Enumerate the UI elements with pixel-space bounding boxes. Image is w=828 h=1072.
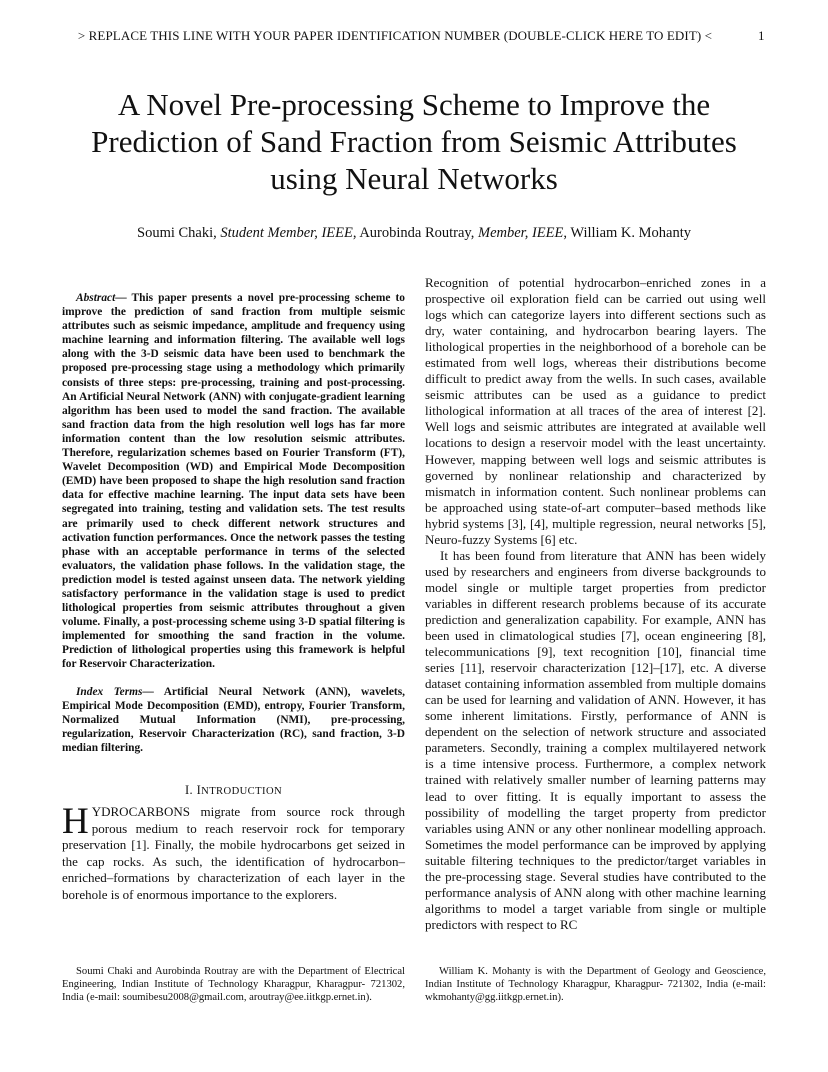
abstract-label: Abstract — [76, 292, 116, 304]
right-column — [425, 275, 766, 933]
abstract-body: This paper presents a novel pre-processing scheme to improve the prediction of sand fraction from multiple seismic attributes such as seismic impedance, amplitude and frequency using machine learning and information filtering. The available well logs along with the 3-D seismic data have been used to benchmark the proposed pre-processing stage using a methodology which primarily consists of three steps: pre-processing, training and post-processing. An Artificial Neural Network (ANN) with conjugate-gradient learning algorithm has been used to model the sand fraction. The available sand fraction data from the high resolution well logs has far more information content than the low resolution seismic attributes. Therefore, regularization schemes based on Fourier Transform (FT), Wavelet Decomposition (WD) and Empirical Mode Decomposition (EMD) have been proposed to shape the high resolution sand fraction data for effective machine learning. The input data sets have been segregated into training, testing and validation sets. The test results are primarily used to check different network structures and activation function performances. Once the network passes the testing phase with an acceptable performance in terms of the selected evaluators, the validation phase follows. In the validation stage, the prediction model is tested against unseen data. The network yielding satisfactory performance in the validation stage is used to predict lithological properties from seismic attributes throughout a given volume. Finally, a post-processing scheme using 3-D spatial filtering is implemented for smoothing the sand fraction in the volume. Prediction of lithological properties using this framework is helpful for Reservoir Characterization. — [62, 292, 405, 671]
index-terms-dash: — — [142, 685, 164, 698]
footnote-affiliation-right: William K. Mohanty is with the Department of Geology and Geoscience, Indian Institute of Technology Kharagpur, Kharagpur- 721302, India (e-mail: wkmohanty@gg.iitkgp.ernet.in). — [425, 966, 766, 1004]
paper-title: A Novel Pre-processing Scheme to Improve the Prediction of Sand Fraction from Seismic Attributes using Neural Networks — [91, 87, 737, 196]
index-terms-label: Index Terms — [76, 685, 143, 698]
author-name: , Aurobinda Routray, — [352, 225, 478, 241]
index-terms — [62, 685, 405, 755]
author-membership: Member, IEEE — [478, 225, 564, 241]
section-heading-initial: I — [196, 783, 202, 797]
section-numeral: I. — [184, 783, 197, 797]
abstract-dash: — — [115, 292, 132, 304]
body-paragraph: Recognition of potential hydrocarbon–enriched zones in a prospective oil exploration field can be carried out using well logs which can categorize layers into different sections such as dry, water containing, and hydrocarbon bearing layers. The lithological properties in the neighborhood of a borehole can be estimated from well logs, whereas their distributions become difficult to predict away from the wells. In such cases, available seismic attributes can be used as a guidance to predict lithological information at all traces of the area of interest [2]. Well logs and seismic attributes are integrated at available well locations to design a reservoir model with the least uncertainty. However, mapping between well logs and seismic attributes is governed by nonlinear relationship and characterized by mismatch in information content. Such nonlinear problems can be approached using state-of-art computer–based methods like hybrid systems [3], [4], multiple regression, neural networks [5], Neuro-fuzzy Systems [6] etc. — [425, 275, 766, 547]
running-header: > REPLACE THIS LINE WITH YOUR PAPER IDENTIFICATION NUMBER (DOUBLE-CLICK HERE TO EDIT) < — [77, 28, 713, 43]
introduction-paragraph — [62, 801, 405, 903]
drop-cap: H — [62, 801, 89, 842]
body-paragraph: It has been found from literature that ANN has been widely used by researchers and engineers from diverse backgrounds to model single or multiple target properties from predictor variables in different research problems because of its accurate prediction and generalization capability. For example, ANN has been used in climatological studies [7], ocean engineering [8], telecommunications [9], text recognition [10], financial time series [11], reservoir characterization [12]–[17], etc. A diverse dataset containing information assembled from multiple domains can be used for learning and validation of ANN. However, it has some inherent limitations. Firstly, performance of ANN is dependent on the selection of network structure and associated parameters. Secondly, training a complex multilayered network is a time intensive process. Furthermore, a complex network trained with relatively smaller number of learning patterns may lead to over fitting. It is equally important to assess the possibility of modelling the target property from predictor variables using ANN or any other nonlinear modelling approach. Sometimes the model performance can be improved by applying suitable filtering techniques to the predictor/target variables in the pre-processing stage. Several studies have contributed to the performance analysis of ANN along with other machine learning algorithms to model a target variable from single or multiple predictors with respect to RC — [425, 547, 766, 932]
section-heading-introduction — [62, 783, 405, 798]
author-membership: Student Member, IEEE — [220, 225, 353, 241]
footnote-affiliation-left: Soumi Chaki and Aurobinda Routray are with the Department of Electrical Engineering, Indian Institute of Technology Kharagpur, Kharagpur- 721302, India (e-mail: soumibesu2008@gmail.com, aroutray@ee.iitkgp.ernet.in). — [62, 966, 405, 1004]
intro-first-word: YDROCARBONS — [91, 804, 190, 819]
section-heading-rest: NTRODUCTION — [201, 786, 283, 797]
index-terms-body: Artificial Neural Network (ANN), wavelets, Empirical Mode Decomposition (EMD), entropy, Fourier Transform, Normalized Mutual Information (NMI), pre-processing, regularization, Reservoir Characterization (RC), sand fraction, 3-D median filtering. — [62, 685, 406, 754]
left-column — [62, 291, 405, 916]
author-name: Soumi Chaki, — [137, 225, 221, 241]
author-name: , William K. Mohanty — [563, 225, 691, 241]
page-number: 1 — [758, 28, 765, 43]
abstract — [62, 291, 405, 672]
intro-body: migrate from source rock through porous medium to reach reservoir rock for temporary preservation [1]. Finally, the mobile hydrocarbons get seized in the cap rocks. As such, the identification of hydrocarbon–enriched–formations by characterization of each layer in the borehole is of enormous importance to the explorers. — [62, 804, 405, 902]
author-line — [60, 225, 768, 242]
